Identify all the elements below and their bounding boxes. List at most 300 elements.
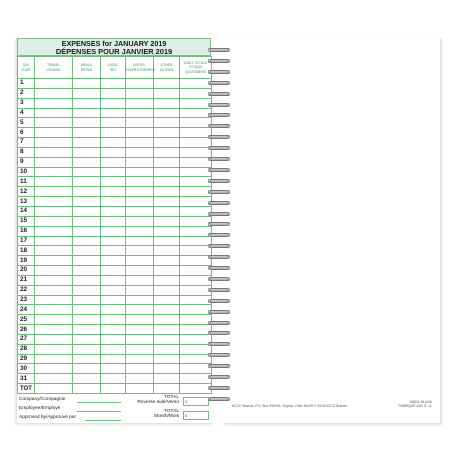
travel-cell[interactable] — [35, 118, 73, 128]
entertainment-cell[interactable] — [126, 266, 154, 276]
meals-cell[interactable] — [73, 187, 101, 197]
day-number: 8 — [18, 147, 35, 157]
daily-total-cell[interactable] — [180, 275, 212, 285]
daily-total-cell[interactable] — [180, 147, 212, 157]
other-cell[interactable] — [154, 266, 180, 276]
day-number: 25 — [18, 315, 35, 325]
other-cell[interactable] — [154, 295, 180, 305]
meals-cell[interactable] — [73, 325, 101, 335]
lodging-cell[interactable] — [101, 177, 126, 187]
meals-cell[interactable] — [73, 147, 101, 157]
travel-cell[interactable] — [35, 374, 73, 384]
travel-cell[interactable] — [35, 266, 73, 276]
lodging-cell[interactable] — [101, 364, 126, 374]
binding-hole — [208, 49, 211, 52]
day-number: 11 — [18, 177, 35, 187]
daily-total-cell[interactable] — [180, 256, 212, 266]
binding-hole — [208, 256, 211, 259]
travel-cell[interactable] — [35, 256, 73, 266]
entertainment-cell[interactable] — [126, 325, 154, 335]
day-number: 10 — [18, 167, 35, 177]
meals-cell[interactable] — [73, 128, 101, 138]
entertainment-cell[interactable] — [126, 305, 154, 315]
other-cell[interactable] — [154, 246, 180, 256]
binding-hole — [227, 376, 230, 379]
entertainment-cell[interactable] — [126, 275, 154, 285]
travel-cell[interactable] — [35, 167, 73, 177]
binding-hole — [227, 136, 230, 139]
daily-total-cell[interactable] — [180, 197, 212, 207]
table-row — [18, 256, 212, 266]
daily-total-cell[interactable] — [180, 246, 212, 256]
day-number: 15 — [18, 216, 35, 226]
other-cell[interactable] — [154, 147, 180, 157]
meals-cell[interactable] — [73, 266, 101, 276]
meals-cell[interactable] — [73, 374, 101, 384]
right-page — [224, 38, 441, 424]
approved-label: Approved by/Approuvé par — [19, 415, 77, 420]
daily-total-cell[interactable] — [180, 226, 212, 236]
meals-cell[interactable] — [73, 226, 101, 236]
other-cell[interactable] — [154, 79, 180, 89]
lodging-cell[interactable] — [101, 285, 126, 295]
binding-hole — [208, 147, 211, 150]
binding-hole — [227, 158, 230, 161]
daily-total-cell[interactable] — [180, 325, 212, 335]
other-cell[interactable] — [154, 88, 180, 98]
travel-cell[interactable] — [35, 295, 73, 305]
daily-total-cell[interactable] — [180, 177, 212, 187]
entertainment-cell[interactable] — [126, 98, 154, 108]
binding-hole — [227, 223, 230, 226]
expense-table — [17, 56, 212, 394]
travel-cell[interactable] — [35, 147, 73, 157]
daily-total-cell[interactable] — [180, 266, 212, 276]
lodging-cell[interactable] — [101, 295, 126, 305]
meals-cell[interactable] — [73, 364, 101, 374]
entertainment-cell[interactable] — [126, 315, 154, 325]
binding-hole — [227, 365, 230, 368]
employee-line[interactable] — [19, 406, 60, 411]
entertainment-cell[interactable] — [126, 226, 154, 236]
lodging-cell[interactable] — [101, 315, 126, 325]
travel-cell[interactable] — [35, 226, 73, 236]
column-header-other: OTHER AUTRES — [154, 57, 180, 79]
day-number: 19 — [18, 256, 35, 266]
table-row — [18, 157, 212, 167]
binding-hole — [227, 147, 230, 150]
company-line[interactable] — [19, 397, 65, 402]
daily-total-cell[interactable] — [180, 167, 212, 177]
day-number: 5 — [18, 118, 35, 128]
other-cell[interactable] — [154, 325, 180, 335]
daily-total-cell[interactable] — [180, 88, 212, 98]
binding-hole — [208, 321, 211, 324]
travel-cell[interactable] — [35, 197, 73, 207]
day-number: 12 — [18, 187, 35, 197]
made-in-label: MADE IN USA FABRIQUÉ AUX É.-U. — [398, 400, 432, 408]
table-row — [18, 98, 212, 108]
travel-cell[interactable] — [35, 354, 73, 364]
meals-cell[interactable] — [73, 285, 101, 295]
meals-cell[interactable] — [73, 216, 101, 226]
travel-cell[interactable] — [35, 315, 73, 325]
daily-total-cell[interactable] — [180, 79, 212, 89]
total-month-amount[interactable]: $ — [183, 411, 209, 420]
entertainment-cell[interactable] — [126, 157, 154, 167]
day-number: 14 — [18, 206, 35, 216]
entertainment-cell[interactable] — [126, 167, 154, 177]
travel-cell[interactable] — [35, 138, 73, 148]
header-row — [18, 57, 212, 79]
daily-total-cell[interactable] — [180, 236, 212, 246]
meals-cell[interactable] — [73, 88, 101, 98]
entertainment-cell[interactable] — [126, 138, 154, 148]
daily-total-cell[interactable] — [180, 305, 212, 315]
entertainment-cell[interactable] — [126, 334, 154, 344]
entertainment-cell[interactable] — [126, 246, 154, 256]
publisher-credit: ACCO Brands, P.O. Box 290001, Dayton, Ohio 45429 © 2018 ACCO Brands — [232, 404, 347, 408]
meals-cell[interactable] — [73, 275, 101, 285]
table-row — [18, 216, 212, 226]
daily-total-cell[interactable] — [180, 374, 212, 384]
lodging-cell[interactable] — [101, 118, 126, 128]
daily-total-cell[interactable] — [180, 128, 212, 138]
table-row — [18, 315, 212, 325]
binding-hole — [227, 343, 230, 346]
travel-cell[interactable] — [35, 79, 73, 89]
entertainment-cell[interactable] — [126, 344, 154, 354]
table-row — [18, 354, 212, 364]
binding-hole — [208, 223, 211, 226]
other-cell[interactable] — [154, 197, 180, 207]
meals-cell[interactable] — [73, 108, 101, 118]
lodging-cell[interactable] — [101, 354, 126, 364]
title-box — [17, 38, 211, 56]
binding-hole — [227, 256, 230, 259]
other-cell[interactable] — [154, 334, 180, 344]
column-header-entertainment: ENTER- DIVERTISSEMENT — [126, 57, 154, 79]
day-number: 17 — [18, 236, 35, 246]
lodging-cell[interactable] — [101, 236, 126, 246]
day-number: 26 — [18, 325, 35, 335]
entertainment-cell[interactable] — [126, 128, 154, 138]
daily-total-cell[interactable] — [180, 108, 212, 118]
column-header-travel: TRAVEL VOYAGE — [35, 57, 73, 79]
entertainment-cell[interactable] — [126, 236, 154, 246]
binding-hole — [227, 245, 230, 248]
table-row — [18, 167, 212, 177]
travel-cell[interactable] — [35, 275, 73, 285]
day-number: 20 — [18, 266, 35, 276]
travel-cell[interactable] — [35, 325, 73, 335]
lodging-cell[interactable] — [101, 197, 126, 207]
table-row — [18, 108, 212, 118]
lodging-cell[interactable] — [101, 206, 126, 216]
table-row — [18, 325, 212, 335]
left-page — [16, 38, 213, 424]
daily-total-cell[interactable] — [180, 295, 212, 305]
company-label: Company/Compagnie — [19, 397, 66, 402]
meals-cell[interactable] — [73, 138, 101, 148]
daily-total-cell[interactable] — [180, 98, 212, 108]
travel-cell[interactable] — [35, 285, 73, 295]
lodging-cell[interactable] — [101, 344, 126, 354]
binding-hole — [227, 212, 230, 215]
lodging-cell[interactable] — [101, 384, 126, 394]
meals-cell[interactable] — [73, 246, 101, 256]
other-cell[interactable] — [154, 374, 180, 384]
meals-cell[interactable] — [73, 236, 101, 246]
other-cell[interactable] — [154, 118, 180, 128]
table-row — [18, 88, 212, 98]
table-row — [18, 147, 212, 157]
binding-hole — [208, 365, 211, 368]
column-header-day: DAY JOUR — [18, 57, 35, 79]
meals-cell[interactable] — [73, 334, 101, 344]
binding-hole — [227, 49, 230, 52]
daily-total-cell[interactable] — [180, 285, 212, 295]
entertainment-cell[interactable] — [126, 295, 154, 305]
binding-hole — [208, 158, 211, 161]
daily-total-cell[interactable] — [180, 364, 212, 374]
travel-cell[interactable] — [35, 384, 73, 394]
binding-hole — [208, 125, 211, 128]
travel-cell[interactable] — [35, 216, 73, 226]
binding-hole — [208, 234, 211, 237]
travel-cell[interactable] — [35, 236, 73, 246]
meals-cell[interactable] — [73, 157, 101, 167]
other-cell[interactable] — [154, 256, 180, 266]
spiral-binding — [208, 48, 230, 418]
binding-hole — [227, 234, 230, 237]
column-header-daily-totals: DAILY TOTALS TOTAUX QUOTIDIENS — [180, 57, 212, 79]
travel-cell[interactable] — [35, 128, 73, 138]
other-cell[interactable] — [154, 157, 180, 167]
other-cell[interactable] — [154, 344, 180, 354]
day-number: 21 — [18, 275, 35, 285]
meals-cell[interactable] — [73, 118, 101, 128]
meals-cell[interactable] — [73, 354, 101, 364]
binding-hole — [227, 103, 230, 106]
day-number: 29 — [18, 354, 35, 364]
lodging-cell[interactable] — [101, 138, 126, 148]
entertainment-cell[interactable] — [126, 216, 154, 226]
other-cell[interactable] — [154, 305, 180, 315]
lodging-cell[interactable] — [101, 98, 126, 108]
table-row — [18, 187, 212, 197]
lodging-cell[interactable] — [101, 334, 126, 344]
lodging-cell[interactable] — [101, 374, 126, 384]
binding-hole — [208, 332, 211, 335]
day-number: 3 — [18, 98, 35, 108]
meals-cell[interactable] — [73, 98, 101, 108]
lodging-cell[interactable] — [101, 147, 126, 157]
meals-cell[interactable] — [73, 315, 101, 325]
daily-total-cell[interactable] — [180, 384, 212, 394]
lodging-cell[interactable] — [101, 226, 126, 236]
day-number: 24 — [18, 305, 35, 315]
lodging-cell[interactable] — [101, 187, 126, 197]
travel-cell[interactable] — [35, 108, 73, 118]
table-row — [18, 344, 212, 354]
table-row — [18, 364, 212, 374]
other-cell[interactable] — [154, 275, 180, 285]
table-row — [18, 79, 212, 89]
lodging-cell[interactable] — [101, 88, 126, 98]
entertainment-cell[interactable] — [126, 79, 154, 89]
daily-total-cell[interactable] — [180, 138, 212, 148]
other-cell[interactable] — [154, 138, 180, 148]
daily-total-cell[interactable] — [180, 206, 212, 216]
table-row — [18, 246, 212, 256]
entertainment-cell[interactable] — [126, 384, 154, 394]
travel-cell[interactable] — [35, 344, 73, 354]
day-number: 31 — [18, 374, 35, 384]
entertainment-cell[interactable] — [126, 147, 154, 157]
approved-line[interactable] — [19, 415, 76, 420]
day-number: 30 — [18, 364, 35, 374]
meals-cell[interactable] — [73, 79, 101, 89]
entertainment-cell[interactable] — [126, 206, 154, 216]
day-number: 13 — [18, 197, 35, 207]
other-cell[interactable] — [154, 206, 180, 216]
travel-cell[interactable] — [35, 187, 73, 197]
meals-cell[interactable] — [73, 256, 101, 266]
day-number: 16 — [18, 226, 35, 236]
other-cell[interactable] — [154, 187, 180, 197]
meals-cell[interactable] — [73, 384, 101, 394]
lodging-cell[interactable] — [101, 305, 126, 315]
binding-hole — [208, 343, 211, 346]
daily-total-cell[interactable] — [180, 187, 212, 197]
other-cell[interactable] — [154, 98, 180, 108]
lodging-cell[interactable] — [101, 108, 126, 118]
entertainment-cell[interactable] — [126, 197, 154, 207]
travel-cell[interactable] — [35, 98, 73, 108]
other-cell[interactable] — [154, 108, 180, 118]
other-cell[interactable] — [154, 354, 180, 364]
binding-hole — [208, 267, 211, 270]
entertainment-cell[interactable] — [126, 177, 154, 187]
meals-cell[interactable] — [73, 206, 101, 216]
binding-hole — [227, 321, 230, 324]
table-row — [18, 285, 212, 295]
title-english: EXPENSES for JANUARY 2019 — [61, 39, 167, 48]
day-number: 4 — [18, 108, 35, 118]
other-cell[interactable] — [154, 226, 180, 236]
other-cell[interactable] — [154, 285, 180, 295]
meals-cell[interactable] — [73, 177, 101, 187]
travel-cell[interactable] — [35, 177, 73, 187]
table-row — [18, 138, 212, 148]
entertainment-cell[interactable] — [126, 187, 154, 197]
daily-total-cell[interactable] — [180, 334, 212, 344]
other-cell[interactable] — [154, 384, 180, 394]
binding-hole — [227, 332, 230, 335]
other-cell[interactable] — [154, 216, 180, 226]
column-header-lodging: LODG- ING — [101, 57, 126, 79]
travel-cell[interactable] — [35, 157, 73, 167]
daily-total-cell[interactable] — [180, 315, 212, 325]
signature-footer — [17, 396, 213, 423]
meals-cell[interactable] — [73, 167, 101, 177]
entertainment-cell[interactable] — [126, 364, 154, 374]
entertainment-cell[interactable] — [126, 256, 154, 266]
day-number: 23 — [18, 295, 35, 305]
lodging-cell[interactable] — [101, 325, 126, 335]
total-reverse-amount[interactable]: $ — [183, 397, 209, 406]
meals-cell[interactable] — [73, 305, 101, 315]
daily-total-cell[interactable] — [180, 344, 212, 354]
entertainment-cell[interactable] — [126, 374, 154, 384]
travel-cell[interactable] — [35, 334, 73, 344]
travel-cell[interactable] — [35, 305, 73, 315]
travel-cell[interactable] — [35, 246, 73, 256]
total-month-label: TOTAL Month/Mois — [154, 409, 179, 420]
lodging-cell[interactable] — [101, 79, 126, 89]
day-number: 1 — [18, 79, 35, 89]
table-row — [18, 334, 212, 344]
lodging-cell[interactable] — [101, 275, 126, 285]
entertainment-cell[interactable] — [126, 118, 154, 128]
lodging-cell[interactable] — [101, 246, 126, 256]
table-row — [18, 305, 212, 315]
binding-hole — [208, 136, 211, 139]
table-row — [18, 266, 212, 276]
binding-hole — [208, 212, 211, 215]
travel-cell[interactable] — [35, 206, 73, 216]
lodging-cell[interactable] — [101, 216, 126, 226]
other-cell[interactable] — [154, 315, 180, 325]
lodging-cell[interactable] — [101, 157, 126, 167]
table-row — [18, 295, 212, 305]
binding-hole — [227, 114, 230, 117]
other-cell[interactable] — [154, 236, 180, 246]
travel-cell[interactable] — [35, 364, 73, 374]
other-cell[interactable] — [154, 167, 180, 177]
daily-total-cell[interactable] — [180, 354, 212, 364]
entertainment-cell[interactable] — [126, 88, 154, 98]
daily-total-cell[interactable] — [180, 118, 212, 128]
daily-total-cell[interactable] — [180, 157, 212, 167]
table-row — [18, 197, 212, 207]
table-row — [18, 177, 212, 187]
lodging-cell[interactable] — [101, 256, 126, 266]
total-reverse-label: TOTAL Reverse side/Verso — [137, 395, 179, 406]
table-row — [18, 118, 212, 128]
lodging-cell[interactable] — [101, 128, 126, 138]
other-cell[interactable] — [154, 128, 180, 138]
binding-hole — [227, 125, 230, 128]
lodging-cell[interactable] — [101, 167, 126, 177]
table-row — [18, 128, 212, 138]
other-cell[interactable] — [154, 177, 180, 187]
other-cell[interactable] — [154, 364, 180, 374]
entertainment-cell[interactable] — [126, 354, 154, 364]
binding-hole — [208, 114, 211, 117]
lodging-cell[interactable] — [101, 266, 126, 276]
binding-hole — [208, 354, 211, 357]
binding-hole — [227, 267, 230, 270]
meals-cell[interactable] — [73, 197, 101, 207]
entertainment-cell[interactable] — [126, 108, 154, 118]
meals-cell[interactable] — [73, 344, 101, 354]
daily-total-cell[interactable] — [180, 216, 212, 226]
travel-cell[interactable] — [35, 88, 73, 98]
entertainment-cell[interactable] — [126, 285, 154, 295]
meals-cell[interactable] — [73, 295, 101, 305]
